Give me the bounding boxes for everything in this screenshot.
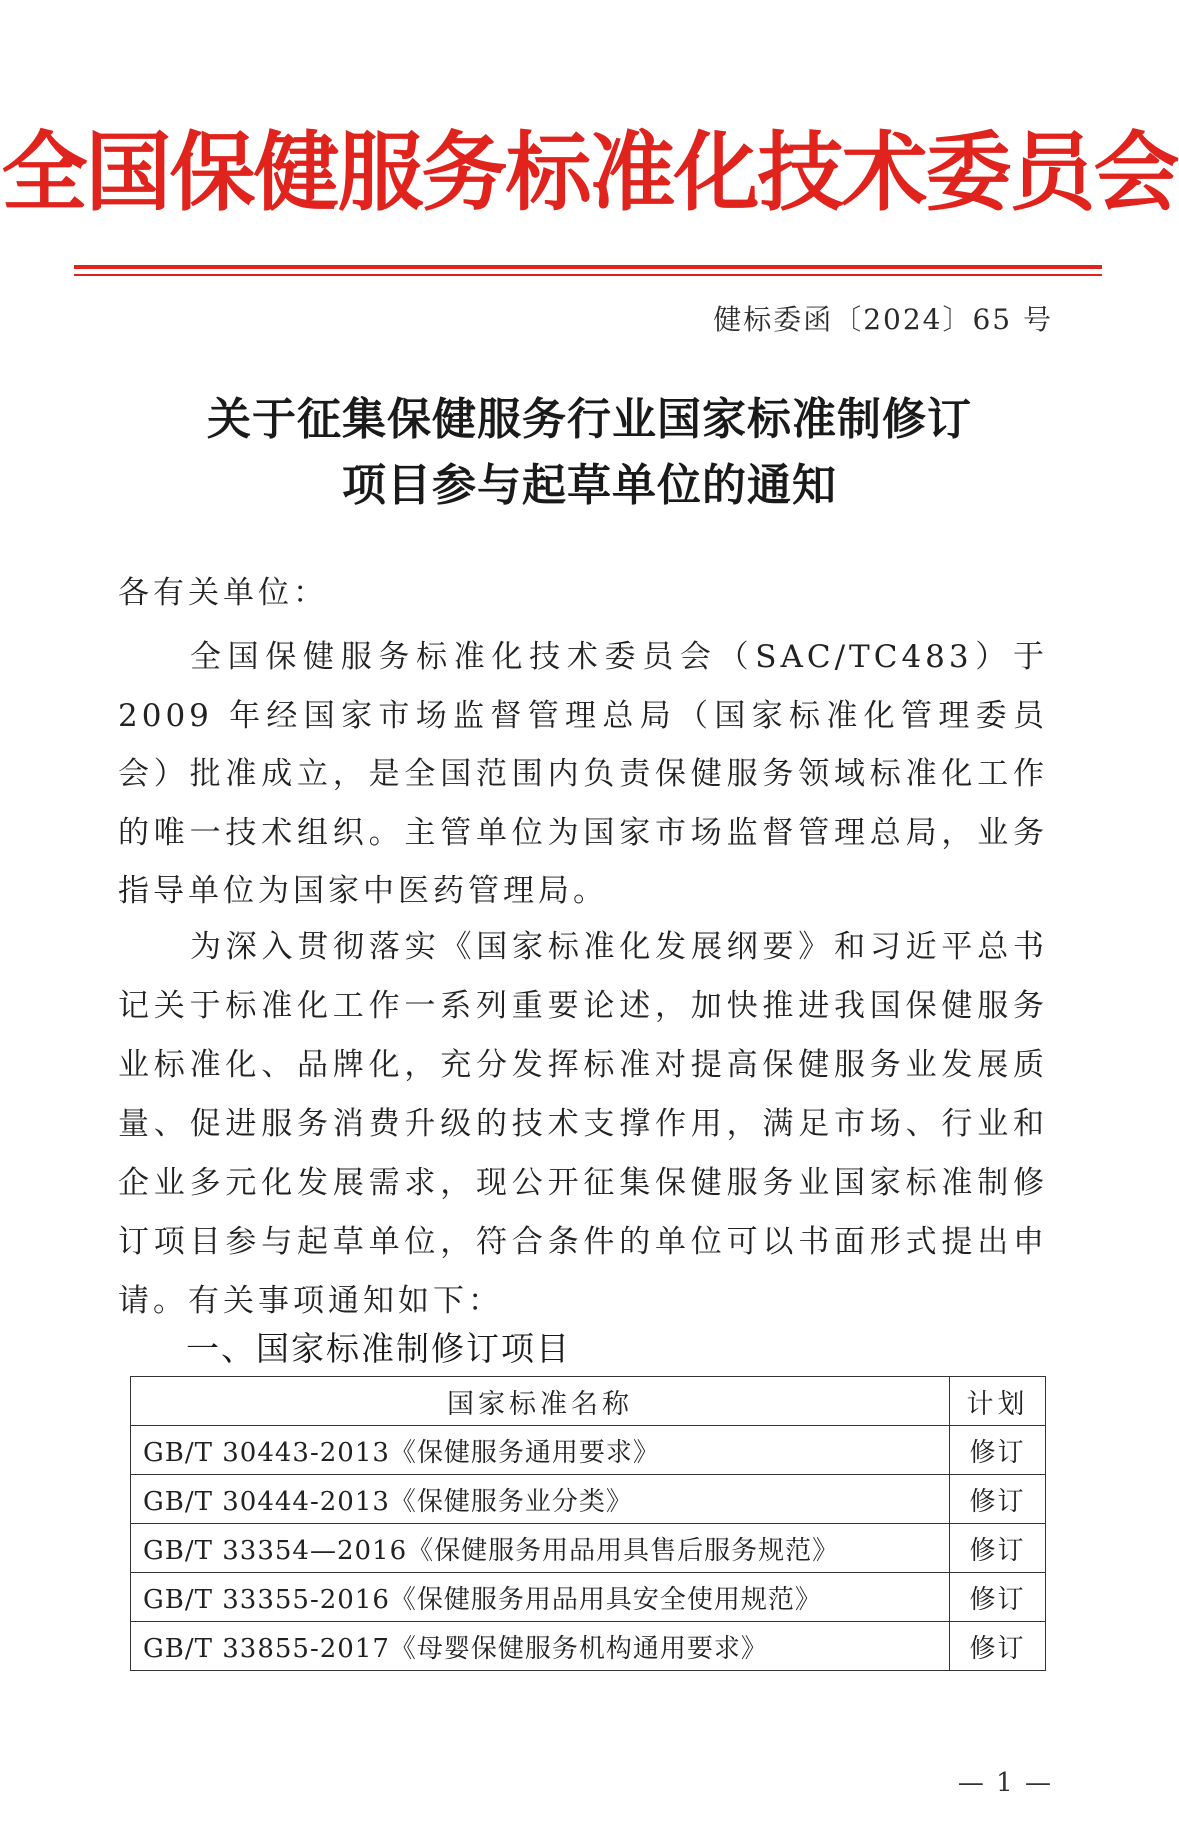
column-header-standard-name: 国家标准名称 — [131, 1377, 950, 1426]
plan-cell: 修订 — [950, 1426, 1046, 1475]
plan-cell: 修订 — [950, 1475, 1046, 1524]
table-row — [131, 1622, 1046, 1671]
standards-table — [130, 1376, 1046, 1671]
standard-name-cell: GB/T 30443-2013《保健服务通用要求》 — [131, 1426, 950, 1475]
standard-name-cell: GB/T 33354—2016《保健服务用品用具售后服务规范》 — [131, 1524, 950, 1573]
plan-cell: 修订 — [950, 1524, 1046, 1573]
table-row — [131, 1524, 1046, 1573]
letterhead-divider-thin — [74, 274, 1102, 276]
notice-title-line-1: 关于征集保健服务行业国家标准制修订 — [207, 394, 972, 445]
document-number: 健标委函〔2024〕65 号 — [713, 303, 1053, 336]
letterhead-title: 全国保健服务标准化技术委员会 — [1, 123, 1178, 223]
paragraph-purpose: 为深入贯彻落实《国家标准化发展纲要》和习近平总书记关于标准化工作一系列重要论述，加快推进我国保健服务业标准化、品牌化，充分发挥标准对提高保健服务业发展质量、促进服务消费升级的技术支撑作用，满足市场、行业和企业多元化发展需求，现公开征集保健服务业国家标准制修订项目参与起草单位，符合条件的单位可以书面形式提出申请。有关事项通知如下： — [118, 929, 1048, 1319]
table-row — [131, 1426, 1046, 1475]
letterhead-divider-thick — [74, 265, 1102, 269]
table-row — [131, 1573, 1046, 1622]
column-header-plan: 计划 — [950, 1377, 1046, 1426]
standard-name-cell: GB/T 30444-2013《保健服务业分类》 — [131, 1475, 950, 1524]
section-heading: 一、国家标准制修订项目 — [186, 1329, 571, 1368]
paragraph-introduction: 全国保健服务标准化技术委员会（SAC/TC483）于 2009 年经国家市场监督管理总局（国家标准化管理委员会）批准成立，是全国范围内负责保健服务领域标准化工作的唯一技术组织。主管单位为国家市场监督管理总局，业务指导单位为国家中医药管理局。 — [118, 639, 1048, 909]
page-number: — 1 — — [957, 1768, 1053, 1798]
plan-cell: 修订 — [950, 1573, 1046, 1622]
standard-name-cell: GB/T 33855-2017《母婴保健服务机构通用要求》 — [131, 1622, 950, 1671]
salutation: 各有关单位： — [118, 575, 328, 611]
table-header-row — [131, 1377, 1046, 1426]
standard-name-cell: GB/T 33355-2016《保健服务用品用具安全使用规范》 — [131, 1573, 950, 1622]
plan-cell: 修订 — [950, 1622, 1046, 1671]
table-row — [131, 1475, 1046, 1524]
notice-title-line-2: 项目参与起草单位的通知 — [342, 460, 837, 511]
